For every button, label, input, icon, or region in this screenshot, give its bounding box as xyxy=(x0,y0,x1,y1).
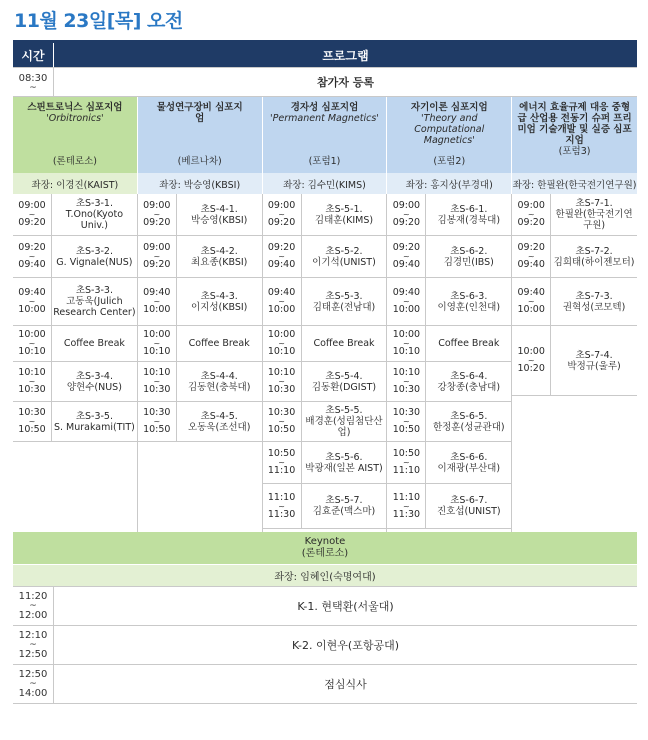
session-slot xyxy=(263,194,387,236)
session-speaker: 한필완(한국전기연구원) xyxy=(555,209,633,231)
session-time: 09:40 ~ 10:00 xyxy=(263,278,302,325)
session-slot xyxy=(387,236,511,278)
chair-label: 좌장: 한필완(한국전기연구원) xyxy=(512,173,637,194)
chair-label: 좌장: 홍지상(부경대) xyxy=(387,173,512,194)
session-code: 초S-4-2. xyxy=(200,245,238,257)
track-header: 물성연구장비 심포지엄 (베르나차) xyxy=(138,97,263,173)
session-time: 09:00 ~ 09:20 xyxy=(263,194,302,235)
track-headers xyxy=(13,97,637,173)
session-content xyxy=(551,194,637,235)
session-content xyxy=(426,402,511,441)
session-time: 09:00 ~ 09:20 xyxy=(13,194,52,235)
session-speaker: 오동욱(조선대) xyxy=(187,421,251,433)
session-column xyxy=(263,194,388,532)
session-content xyxy=(52,194,137,235)
session-content xyxy=(177,194,262,235)
session-content xyxy=(52,236,137,277)
session-code: 초S-6-4. xyxy=(450,370,488,382)
session-slot xyxy=(263,236,387,278)
schedule-table xyxy=(13,40,637,704)
session-content xyxy=(302,278,387,325)
registration-label: 참가자 등록 xyxy=(317,76,374,89)
registration-row xyxy=(13,68,637,97)
session-time: 09:20 ~ 09:40 xyxy=(263,236,302,277)
session-slot xyxy=(138,236,262,278)
session-code: 초S-6-1. xyxy=(450,203,488,215)
session-time: 10:10 ~ 10:30 xyxy=(138,362,177,401)
session-time: 09:00 ~ 09:20 xyxy=(512,194,551,235)
session-slot xyxy=(387,278,511,326)
session-content xyxy=(177,362,262,401)
session-speaker: 박정규(울루) xyxy=(567,360,621,372)
session-time: 09:00 ~ 09:20 xyxy=(387,194,426,235)
session-time: 10:00 ~ 10:20 xyxy=(512,326,551,395)
session-code: 초S-3-4. xyxy=(75,370,113,382)
session-content xyxy=(302,442,387,483)
session-speaker: 김동현(충북대) xyxy=(187,381,251,393)
session-speaker: 박승영(KBSI) xyxy=(191,214,248,226)
session-slot xyxy=(263,442,387,484)
session-code: 초S-7-1. xyxy=(575,198,613,209)
header-time: 시간 xyxy=(13,43,54,67)
session-content xyxy=(302,484,387,528)
keynote-talk: K-2. 이현우(포항공대) xyxy=(292,639,399,652)
session-slot xyxy=(13,362,137,402)
session-speaker: 김봉재(경북대) xyxy=(437,214,501,226)
session-slot xyxy=(138,194,262,236)
session-slot xyxy=(387,402,511,442)
keynote-talk-row: 11:20 ~ 12:00 K-1. 현택환(서울대) xyxy=(13,587,637,626)
session-time: 09:20 ~ 09:40 xyxy=(512,236,551,277)
session-content xyxy=(302,236,387,277)
session-time: 10:00 ~ 10:10 xyxy=(138,326,177,361)
session-content xyxy=(426,278,511,325)
session-time: 10:50 ~ 11:10 xyxy=(387,442,426,483)
session-time: 10:30 ~ 10:50 xyxy=(138,402,177,441)
session-code: 초S-4-3. xyxy=(200,290,238,302)
session-content xyxy=(177,402,262,441)
session-time: 09:40 ~ 10:00 xyxy=(138,278,177,325)
session-time: 10:50 ~ 11:10 xyxy=(263,442,302,483)
session-time: 09:40 ~ 10:00 xyxy=(512,278,551,325)
session-speaker: T.Ono(Kyoto Univ.) xyxy=(65,209,124,231)
session-speaker: 이영훈(인천대) xyxy=(437,301,501,313)
session-code: 초S-6-3. xyxy=(450,290,488,302)
session-slot xyxy=(387,484,511,529)
session-time: 09:00 ~ 09:20 xyxy=(138,236,177,277)
session-code: 초S-5-5. xyxy=(325,405,363,416)
session-code: 초S-6-6. xyxy=(450,451,488,463)
session-content xyxy=(302,194,387,235)
session-slot xyxy=(512,326,637,396)
session-content xyxy=(426,484,511,528)
session-time: 10:00 ~ 10:10 xyxy=(387,326,426,361)
session-speaker: 고동욱(Julich Research Center) xyxy=(53,296,136,318)
session-speaker: 강창종(충남대) xyxy=(437,381,501,393)
session-time: 10:30 ~ 10:50 xyxy=(13,402,52,441)
session-content xyxy=(426,236,511,277)
session-code: 초S-7-3. xyxy=(575,290,613,302)
session-slot xyxy=(263,484,387,529)
session-slot xyxy=(13,402,137,442)
session-speaker: G. Vignale(NUS) xyxy=(56,256,133,268)
chair-label: 좌장: 이경진(KAIST) xyxy=(13,173,138,194)
session-content xyxy=(302,362,387,401)
session-slot xyxy=(263,402,387,442)
session-slot xyxy=(512,278,637,326)
session-slot xyxy=(138,326,262,362)
session-code: 초S-6-2. xyxy=(450,245,488,257)
session-slot xyxy=(13,194,137,236)
session-content xyxy=(177,236,262,277)
keynote-chair: 좌장: 임혜인(숙명여대) xyxy=(13,565,637,587)
session-time: 09:20 ~ 09:40 xyxy=(13,236,52,277)
session-column xyxy=(13,194,138,532)
session-speaker: 진호섭(UNIST) xyxy=(436,506,501,517)
track-header: 자기이론 심포지엄 'Theory and Computational Magnetics' (포럼2) xyxy=(387,97,512,173)
session-column xyxy=(512,194,637,532)
session-slot xyxy=(512,194,637,236)
session-time: 11:10 ~ 11:30 xyxy=(387,484,426,528)
session-speaker: 최요종(KBSI) xyxy=(191,256,248,268)
session-column xyxy=(387,194,512,532)
session-code: Coffee Break xyxy=(188,338,250,349)
session-content xyxy=(426,362,511,401)
session-code: 초S-5-6. xyxy=(325,451,363,463)
session-grid xyxy=(13,194,637,532)
session-speaker: S. Murakami(TIT) xyxy=(53,421,135,433)
table-header xyxy=(13,43,637,68)
session-code: 초S-5-3. xyxy=(325,290,363,302)
session-content xyxy=(426,442,511,483)
session-content xyxy=(177,278,262,325)
session-content xyxy=(52,278,137,325)
chair-row xyxy=(13,173,637,194)
session-content xyxy=(52,326,137,361)
session-code: 초S-5-1. xyxy=(325,203,363,215)
session-time: 10:10 ~ 10:30 xyxy=(387,362,426,401)
session-time: 09:40 ~ 10:00 xyxy=(387,278,426,325)
session-content xyxy=(302,402,387,441)
chair-label: 좌장: 김수민(KIMS) xyxy=(263,173,388,194)
session-slot xyxy=(387,326,511,362)
session-time: 10:30 ~ 10:50 xyxy=(263,402,302,441)
session-content xyxy=(52,402,137,441)
registration-time: 08:30 ~ xyxy=(13,68,54,96)
lunch-label: 점심식사 xyxy=(324,678,367,691)
session-slot xyxy=(13,278,137,326)
session-time: 09:20 ~ 09:40 xyxy=(387,236,426,277)
session-time: 10:10 ~ 10:30 xyxy=(13,362,52,401)
session-speaker: 김태훈(전남대) xyxy=(312,301,376,313)
lunch-row: 12:50 ~ 14:00 점심식사 xyxy=(13,665,637,704)
session-code: 초S-7-2. xyxy=(575,245,613,257)
session-slot xyxy=(263,326,387,362)
track-header: 스핀트로닉스 심포지엄 'Orbitronics' (론테로소) xyxy=(13,97,138,173)
session-speaker: 권혁성(코모텍) xyxy=(562,301,626,313)
session-time: 10:30 ~ 10:50 xyxy=(387,402,426,441)
keynote-header: Keynote (론테로소) xyxy=(13,532,637,565)
keynote-talk-row: 12:10 ~ 12:50 K-2. 이현우(포항공대) xyxy=(13,626,637,665)
session-code: 초S-7-4. xyxy=(575,349,613,361)
session-content xyxy=(302,326,387,361)
session-column xyxy=(138,194,263,532)
track-header: 경자성 심포지엄 'Permanent Magnetics' (포럼1) xyxy=(263,97,388,173)
session-slot xyxy=(138,278,262,326)
session-slot xyxy=(138,402,262,442)
session-code: 초S-5-4. xyxy=(325,370,363,382)
session-code: 초S-4-5. xyxy=(200,410,238,422)
session-speaker: 이재광(부산대) xyxy=(437,462,501,474)
session-code: Coffee Break xyxy=(313,338,375,349)
session-time: 10:00 ~ 10:10 xyxy=(263,326,302,361)
session-time: 11:10 ~ 11:30 xyxy=(263,484,302,528)
session-slot xyxy=(13,236,137,278)
session-code: Coffee Break xyxy=(63,338,125,349)
session-code: 초S-4-4. xyxy=(200,370,238,382)
session-speaker: 김효준(맥스마) xyxy=(312,506,376,517)
session-speaker: 김경민(IBS) xyxy=(443,256,494,268)
session-content xyxy=(551,326,637,395)
session-speaker: 김태훈(KIMS) xyxy=(314,214,374,226)
session-speaker: 이지성(KBSI) xyxy=(191,301,248,313)
session-time: 10:10 ~ 10:30 xyxy=(263,362,302,401)
keynote-talk: K-1. 현택환(서울대) xyxy=(297,600,394,613)
session-code: 초S-6-5. xyxy=(450,410,488,422)
session-content xyxy=(52,362,137,401)
session-code: 초S-3-1. xyxy=(75,198,113,209)
session-slot xyxy=(13,326,137,362)
session-code: 초S-6-7. xyxy=(450,495,488,506)
session-slot xyxy=(387,442,511,484)
session-speaker: 이기석(UNIST) xyxy=(312,256,376,268)
session-content xyxy=(426,326,511,361)
session-speaker: 양현수(NUS) xyxy=(66,381,122,393)
session-slot xyxy=(512,236,637,278)
session-content xyxy=(551,236,637,277)
header-program: 프로그램 xyxy=(322,48,369,63)
session-slot xyxy=(387,194,511,236)
session-code: 초S-5-2. xyxy=(325,245,363,257)
page-title: 11월 23일[목] 오전 xyxy=(14,10,183,32)
session-slot xyxy=(387,362,511,402)
session-code: Coffee Break xyxy=(438,338,500,349)
session-code: 초S-3-3. xyxy=(75,285,113,296)
session-code: 초S-5-7. xyxy=(325,495,363,506)
session-code: 초S-4-1. xyxy=(200,203,238,215)
session-time: 10:00 ~ 10:10 xyxy=(13,326,52,361)
session-content xyxy=(551,278,637,325)
session-speaker: 배경훈(성림첨단산업) xyxy=(305,416,383,438)
session-code: 초S-3-5. xyxy=(75,410,113,422)
session-speaker: 김동환(DGIST) xyxy=(311,381,377,393)
session-speaker: 한정훈(성균관대) xyxy=(432,421,505,433)
session-slot xyxy=(263,362,387,402)
session-code: 초S-3-2. xyxy=(75,245,113,257)
track-header: 에너지 효율규제 대응 중형급 산업용 전동기 슈퍼 프리미엄 기술개발 및 실증 심포지엄 (포럼3) xyxy=(512,97,637,173)
session-time: 09:40 ~ 10:00 xyxy=(13,278,52,325)
session-content xyxy=(177,326,262,361)
session-speaker: 김희태(하이젠모터) xyxy=(553,256,635,268)
session-content xyxy=(426,194,511,235)
session-time: 09:00 ~ 09:20 xyxy=(138,194,177,235)
chair-label: 좌장: 박승영(KBSI) xyxy=(138,173,263,194)
session-speaker: 박광재(일본 AIST) xyxy=(305,462,383,474)
session-slot xyxy=(138,362,262,402)
session-slot xyxy=(263,278,387,326)
